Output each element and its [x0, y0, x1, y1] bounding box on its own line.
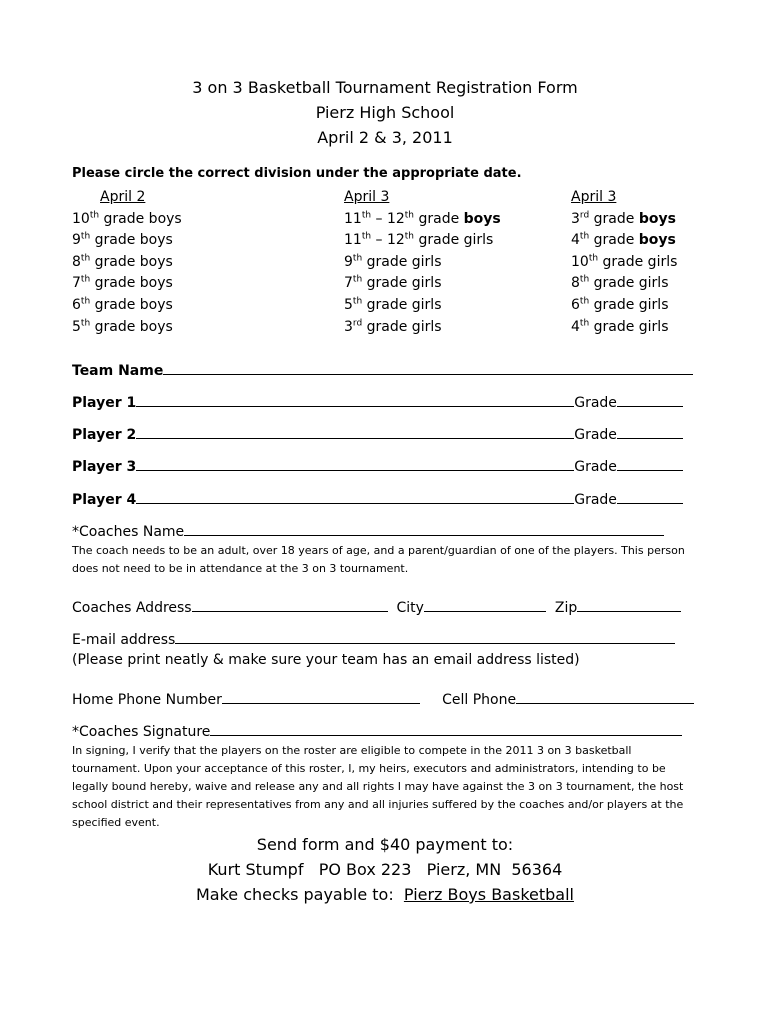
grade-number: 7	[72, 275, 81, 292]
home-phone-label: Home Phone Number	[72, 692, 222, 708]
grade-number: 11	[344, 210, 362, 227]
player-3-grade-blank[interactable]	[617, 457, 683, 471]
team-name-field[interactable]	[72, 361, 693, 379]
cell-phone-label: Cell Phone	[442, 692, 517, 708]
division-label: grade girls	[589, 318, 669, 335]
ordinal-suffix: th	[579, 296, 590, 307]
division-label: grade girls	[362, 253, 442, 270]
send-instructions: Send form and $40 payment to:	[256, 835, 514, 854]
player-4-field[interactable]	[72, 490, 683, 508]
player-4-blank[interactable]	[136, 490, 574, 504]
email-field[interactable]	[72, 630, 675, 648]
player-1-blank[interactable]	[136, 393, 574, 407]
coach-requirement-note: The coach needs to be an adult, over 18 years of age, and a parent/guardian of one of the players. This person does not need to be in attendance at the 3 on 3 tournament.	[72, 544, 685, 575]
division-option[interactable]	[571, 273, 677, 295]
ordinal-suffix: th	[80, 231, 91, 242]
ordinal-suffix: th	[352, 253, 363, 264]
ordinal-suffix: th	[579, 274, 590, 285]
ordinal-suffix: rd	[579, 209, 590, 220]
player-4-grade-blank[interactable]	[617, 490, 683, 504]
division-option[interactable]	[344, 209, 501, 231]
division-option[interactable]	[344, 317, 501, 339]
division-column-april-2	[72, 187, 182, 338]
grade-number: 3	[571, 210, 580, 227]
grade-label: Grade	[574, 492, 617, 508]
mailing-address: Kurt Stumpf PO Box 223 Pierz, MN 56364	[207, 860, 563, 879]
division-option[interactable]	[344, 252, 501, 274]
division-option[interactable]	[72, 230, 182, 252]
division-label: grade girls	[414, 232, 494, 249]
grade-number: 9	[72, 232, 81, 249]
player-3-label: Player 3	[72, 459, 137, 475]
division-label: grade boys	[90, 253, 173, 270]
grade-number: 5	[72, 318, 81, 335]
ordinal-suffix: th	[352, 296, 363, 307]
column-heading: April 2	[100, 189, 146, 205]
player-2-grade-blank[interactable]	[617, 425, 683, 439]
division-option[interactable]	[571, 252, 677, 274]
instruction-text: Please circle the correct division under the appropriate date.	[72, 166, 522, 181]
ordinal-suffix: th	[80, 274, 91, 285]
division-option[interactable]	[344, 273, 501, 295]
division-label: grade girls	[589, 296, 669, 313]
signature-blank[interactable]	[210, 722, 682, 736]
ordinal-suffix: th	[588, 253, 599, 264]
grade-number: 8	[571, 275, 580, 292]
player-2-field[interactable]	[72, 425, 683, 443]
email-note: (Please print neatly & make sure your team has an email address listed)	[72, 652, 580, 668]
division-label: grade girls	[362, 275, 442, 292]
home-phone-blank[interactable]	[222, 690, 420, 704]
player-1-field[interactable]	[72, 393, 683, 411]
school-name: Pierz High School	[315, 103, 455, 122]
division-label: grade boys	[90, 232, 173, 249]
division-option[interactable]	[344, 230, 501, 252]
grade-number: 4	[571, 318, 580, 335]
division-option[interactable]	[344, 295, 501, 317]
division-option[interactable]	[72, 252, 182, 274]
coaches-address-label: Coaches Address	[72, 600, 192, 616]
zip-label: Zip	[554, 600, 578, 616]
division-label: grade boys	[99, 210, 182, 227]
division-option[interactable]	[72, 209, 182, 231]
division-label: grade	[589, 210, 639, 227]
team-name-blank[interactable]	[163, 361, 693, 375]
ordinal-suffix: th	[80, 253, 91, 264]
cell-phone-blank[interactable]	[516, 690, 694, 704]
player-3-blank[interactable]	[136, 457, 574, 471]
division-label: grade boys	[90, 296, 173, 313]
payee-name: Pierz Boys Basketball	[403, 885, 574, 904]
division-option[interactable]	[571, 230, 677, 252]
address-blank[interactable]	[192, 598, 388, 612]
player-2-blank[interactable]	[136, 425, 574, 439]
grade-number: 5	[344, 296, 353, 313]
city-label: City	[396, 600, 424, 616]
ordinal-suffix: th	[404, 209, 415, 220]
email-label: E-mail address	[72, 632, 176, 648]
coaches-name-label: *Coaches Name	[72, 524, 185, 540]
division-option[interactable]	[72, 317, 182, 339]
division-gender: boys	[463, 210, 501, 227]
column-heading: April 3	[571, 189, 617, 205]
division-label: grade girls	[362, 318, 442, 335]
division-option[interactable]	[72, 273, 182, 295]
ordinal-suffix: th	[89, 209, 100, 220]
grade-number: 8	[72, 253, 81, 270]
coaches-name-field[interactable]	[72, 522, 664, 540]
grade-number: 7	[344, 275, 353, 292]
city-blank[interactable]	[424, 598, 546, 612]
tournament-dates: April 2 & 3, 2011	[317, 128, 453, 147]
player-1-label: Player 1	[72, 395, 137, 411]
player-1-grade-blank[interactable]	[617, 393, 683, 407]
division-column-april-3-upper	[344, 187, 501, 338]
player-4-label: Player 4	[72, 492, 137, 508]
ordinal-suffix: rd	[352, 317, 363, 328]
email-blank[interactable]	[175, 630, 675, 644]
coaches-signature-label: *Coaches Signature	[72, 724, 211, 740]
grade-label: Grade	[574, 459, 617, 475]
grade-number: 6	[571, 296, 580, 313]
division-label: grade girls	[598, 253, 678, 270]
grade-number: 4	[571, 232, 580, 249]
grade-number: 6	[72, 296, 81, 313]
division-label: grade boys	[90, 275, 173, 292]
grade-label: Grade	[574, 427, 617, 443]
ordinal-suffix: th	[404, 231, 415, 242]
grade-number: 3	[344, 318, 353, 335]
column-heading: April 3	[344, 189, 390, 205]
zip-blank[interactable]	[577, 598, 681, 612]
grade-number: 10	[571, 253, 589, 270]
phone-field[interactable]	[72, 690, 694, 708]
grade-label: Grade	[574, 395, 617, 411]
grade-number: 9	[344, 253, 353, 270]
ordinal-suffix: th	[80, 317, 91, 328]
grade-number: 11	[344, 232, 362, 249]
coaches-address-field[interactable]	[72, 598, 681, 616]
ordinal-suffix: th	[361, 231, 372, 242]
division-option[interactable]	[72, 295, 182, 317]
team-name-label: Team Name	[72, 363, 164, 379]
signature-waiver-note: In signing, I verify that the players on the roster are eligible to compete in the 2011 3 on 3 basketball tournament. Upon your acceptance of this roster, I, my heirs, executors and administrators, intending to be legally bound hereby, waive and release any and all rights I may have against the 3 on 3 tournament, the host school district and their representatives from any and all injuries suffered by the coaches and/or players at the specified event.	[72, 744, 684, 829]
player-2-label: Player 2	[72, 427, 137, 443]
ordinal-suffix: th	[361, 209, 372, 220]
division-column-april-3-lower	[571, 187, 677, 338]
division-label: grade	[414, 210, 464, 227]
player-3-field[interactable]	[72, 457, 683, 475]
grade-number: 10	[72, 210, 90, 227]
payable-prefix: Make checks payable to:	[196, 885, 404, 904]
grade-range: – 12	[371, 210, 405, 227]
division-option[interactable]	[571, 209, 677, 231]
division-gender: boys	[638, 232, 676, 249]
division-label: grade girls	[589, 275, 669, 292]
division-label: grade boys	[90, 318, 173, 335]
division-option[interactable]	[571, 317, 677, 339]
coaches-signature-field[interactable]	[72, 722, 682, 740]
coaches-name-blank[interactable]	[184, 522, 664, 536]
grade-range: – 12	[371, 232, 405, 249]
division-gender: boys	[638, 210, 676, 227]
division-label: grade girls	[362, 296, 442, 313]
division-option[interactable]	[571, 295, 677, 317]
ordinal-suffix: th	[579, 317, 590, 328]
ordinal-suffix: th	[579, 231, 590, 242]
payable-to	[0, 885, 770, 904]
ordinal-suffix: th	[352, 274, 363, 285]
division-label: grade	[589, 232, 639, 249]
ordinal-suffix: th	[80, 296, 91, 307]
form-title: 3 on 3 Basketball Tournament Registration Form	[192, 78, 578, 97]
